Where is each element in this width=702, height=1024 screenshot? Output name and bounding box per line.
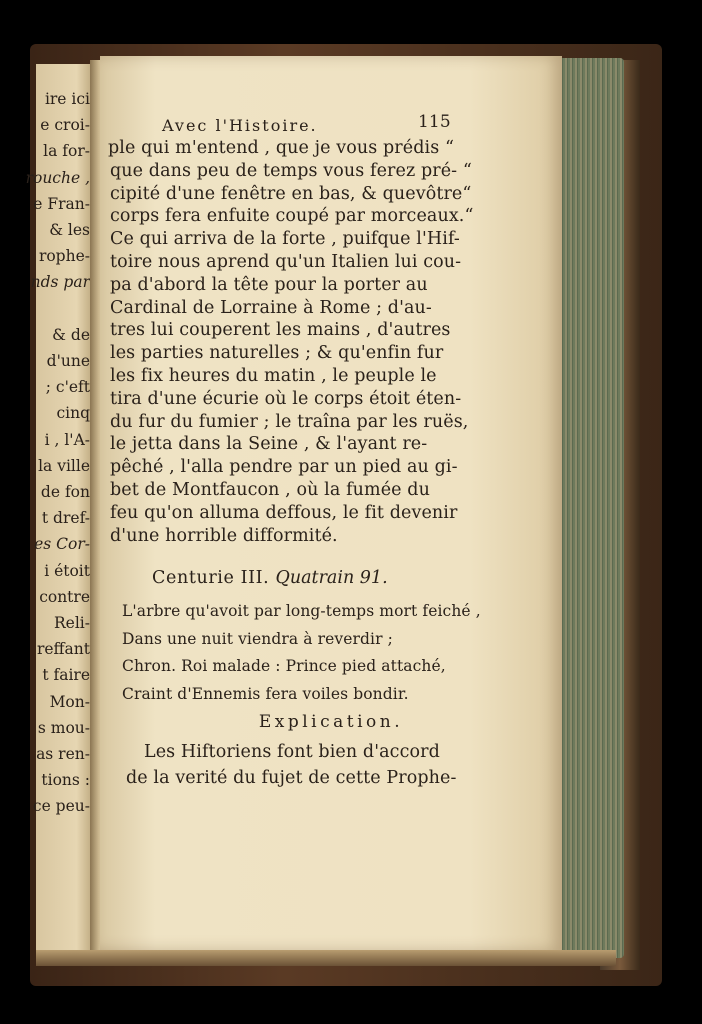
body-text-line: Cardinal de Lorraine à Rome ; d'au- bbox=[110, 297, 432, 318]
body-text-line: tira d'une écurie où le corps étoit éten- bbox=[110, 388, 462, 409]
left-page-fragment: t dref- bbox=[41, 509, 90, 528]
body-text-line: les fix heures du matin , le peuple le bbox=[110, 366, 437, 386]
left-page-fragment: i étoit bbox=[44, 561, 90, 580]
quatrain-verse: L'arbre qu'avoit par long-temps mort feiché , bbox=[122, 602, 481, 620]
left-page-fragment: & de bbox=[52, 325, 90, 344]
body-text-line: d'une horrible difformité. bbox=[110, 525, 338, 546]
left-page-fragment: ce peu- bbox=[32, 797, 90, 816]
left-page-fragment: nds par bbox=[30, 273, 90, 292]
explication-text-line: de la verité du fujet de cette Prophe- bbox=[126, 768, 457, 788]
quatrain-label: Quatrain 91. bbox=[275, 568, 388, 588]
left-page-fragment: de fon bbox=[40, 483, 90, 501]
left-page-fragment: Mon- bbox=[49, 692, 90, 711]
body-text-line: les parties naturelles ; & qu'enfin fur bbox=[110, 343, 444, 364]
page-block-bottom bbox=[36, 950, 616, 966]
left-page-fragment: reffant bbox=[36, 640, 90, 659]
left-page-fragment: s mou- bbox=[37, 718, 90, 737]
left-page-fragment: cinq bbox=[56, 404, 90, 423]
body-text-line: le jetta dans la Seine , & l'ayant re- bbox=[110, 434, 428, 455]
quatrain-verse: Dans une nuit viendra à reverdir ; bbox=[122, 629, 393, 648]
left-page-fragment: la for- bbox=[43, 142, 90, 161]
explication-text-line: Les Hiftoriens font bien d'accord bbox=[144, 742, 440, 762]
body-text-line: du fur du fumier ; le traîna par les ruës, bbox=[110, 411, 469, 432]
body-text-line: pêché , l'alla pendre par un pied au gi- bbox=[110, 457, 458, 478]
left-page bbox=[25, 64, 94, 954]
centurie-number: Centurie III. bbox=[152, 568, 270, 588]
left-page-fragment: Reli- bbox=[54, 614, 90, 632]
body-text-line: Ce qui arriva de la forte , puifque l'Hif- bbox=[110, 229, 460, 250]
right-page bbox=[100, 56, 562, 950]
left-page-fragment: & les bbox=[49, 221, 90, 239]
left-page-fragment: i , l'A- bbox=[44, 430, 90, 449]
left-page-fragment: rouche , bbox=[25, 168, 90, 187]
left-page-fragment: contre bbox=[39, 587, 90, 606]
left-page-fragment: es Cor- bbox=[34, 535, 90, 554]
left-page-fragment: e croi- bbox=[40, 116, 90, 135]
quatrain-verse: Chron. Roi malade : Prince pied attaché, bbox=[122, 657, 446, 675]
left-page-fragment: rophe- bbox=[38, 247, 90, 266]
running-head: Avec l'Histoire. bbox=[162, 116, 318, 135]
quatrain-verse: Craint d'Ennemis fera voiles bondir. bbox=[122, 684, 409, 703]
left-page-fragment: ; c'eft bbox=[45, 378, 90, 397]
left-page-fragment: t faire bbox=[42, 666, 90, 685]
left-page-fragment: e Fran- bbox=[33, 194, 90, 213]
body-text-line: pa d'abord la tête pour la porter au bbox=[110, 274, 428, 295]
body-text-line: bet de Montfaucon , où la fumée du bbox=[110, 480, 430, 500]
left-page-fragment: la ville bbox=[38, 456, 90, 475]
page-number: 115 bbox=[418, 112, 451, 132]
left-page-fragment: tions : bbox=[41, 771, 90, 790]
body-text-line: corps fera enfuite coupé par morceaux.“ bbox=[110, 206, 474, 227]
centurie-title bbox=[152, 570, 388, 588]
body-text-line: ple qui m'entend , que je vous prédis “ bbox=[108, 138, 455, 158]
explication-heading: Explication. bbox=[258, 712, 404, 732]
body-text-line: tres lui couperent les mains , d'autres bbox=[110, 320, 451, 341]
left-page-fragment: as ren- bbox=[36, 745, 90, 763]
body-text-line: feu qu'on alluma deffous, le fit devenir bbox=[110, 502, 458, 523]
body-text-line: cipité d'une fenêtre en bas, & quevôtre“ bbox=[110, 183, 472, 204]
body-text-line: que dans peu de temps vous ferez pré- “ bbox=[110, 160, 472, 181]
left-page-fragment: d'une bbox=[46, 352, 90, 370]
body-text-line: toire nous aprend qu'un Italien lui cou- bbox=[110, 252, 462, 272]
left-page-fragment: ire ici bbox=[44, 90, 90, 108]
